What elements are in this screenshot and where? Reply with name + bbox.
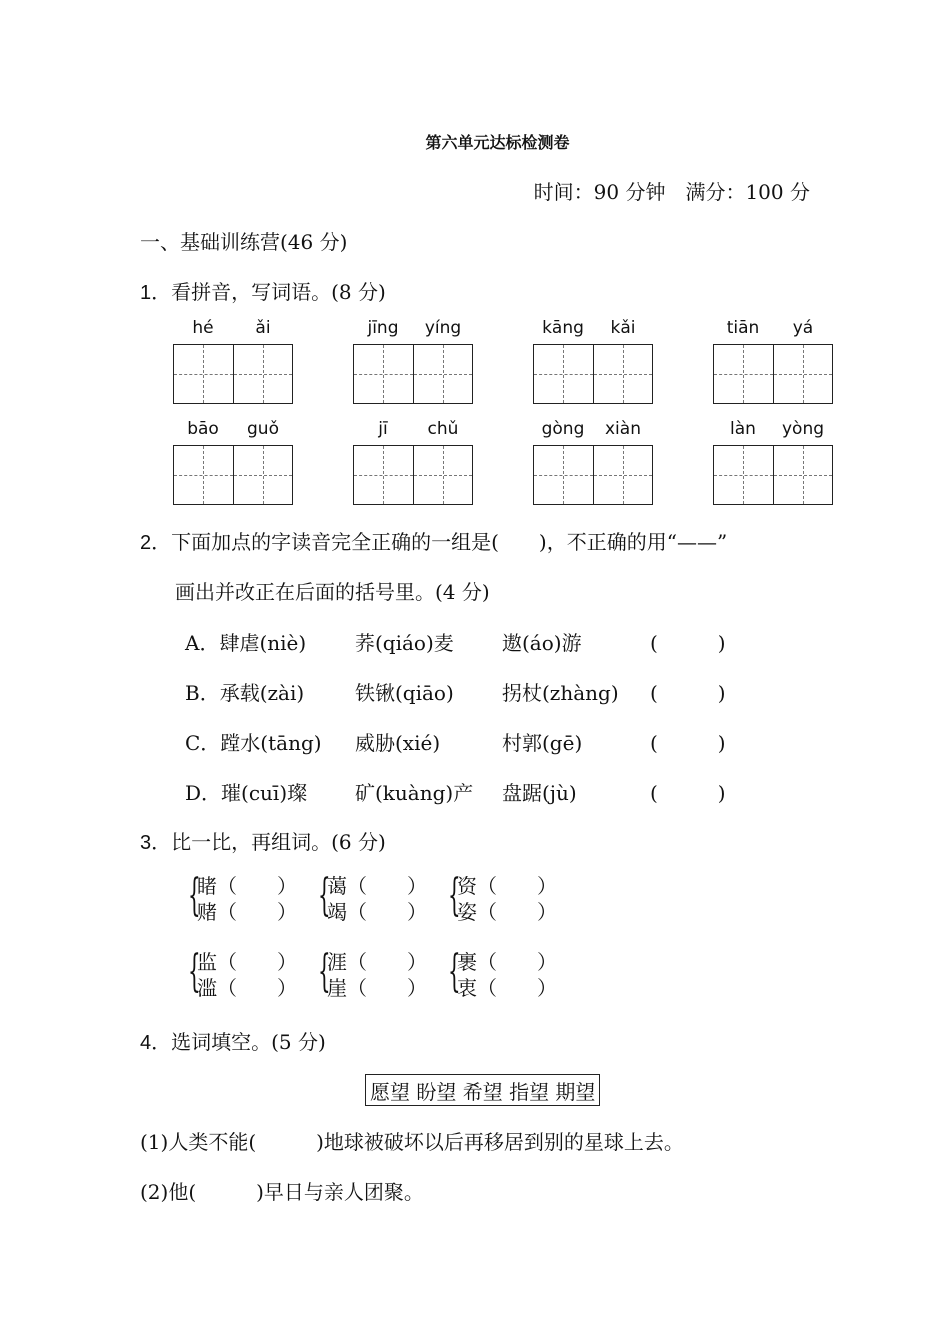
question-prompt-line1: 下面加点的字读音完全正确的一组是( )，不正确的用“——” [171, 530, 728, 554]
grid-cell[interactable] [174, 446, 233, 504]
question-number: 4． [140, 1032, 172, 1054]
writing-grid[interactable] [713, 344, 833, 404]
writing-grid[interactable] [173, 344, 293, 404]
option-word-3: 盘踞(jù) [502, 781, 577, 805]
pinyin-label: xiàn [605, 419, 641, 439]
fill-sentence-2[interactable]: (2)他( )早日与亲人团聚。 [140, 1180, 424, 1204]
pinyin-label: chǔ [427, 419, 459, 439]
question-number: 2． [140, 532, 172, 554]
question-3 [140, 826, 386, 855]
option-word-2: 铁锹(qiāo) [355, 681, 454, 705]
brace-icon: { [448, 946, 461, 997]
pinyin-label: yá [792, 318, 814, 338]
grid-cell[interactable] [773, 345, 832, 403]
writing-grid[interactable] [533, 344, 653, 404]
pinyin-label: jīng [367, 318, 399, 338]
writing-grid[interactable] [173, 445, 293, 505]
grid-cell[interactable] [714, 446, 773, 504]
compare-word[interactable]: 涯（ ） [327, 950, 427, 974]
pinyin-label: làn [730, 419, 756, 439]
answer-blank[interactable]: ( ) [650, 781, 726, 805]
question-1 [140, 276, 386, 305]
writing-grid[interactable] [353, 445, 473, 505]
page-title: 第六单元达标检测卷 [425, 133, 570, 152]
grid-cell[interactable] [534, 446, 593, 504]
compare-word[interactable]: 睹（ ） [197, 874, 297, 898]
grid-cell[interactable] [233, 446, 292, 504]
answer-blank[interactable]: ( ) [650, 731, 726, 755]
grid-cell[interactable] [354, 345, 413, 403]
pinyin-label: gòng [541, 419, 585, 439]
question-prompt: 比一比，再组词。(6 分) [171, 830, 386, 854]
question-prompt: 看拼音，写词语。(8 分) [171, 280, 386, 304]
word-bank: 愿望 盼望 希望 指望 期望 [365, 1074, 600, 1106]
question-4 [140, 1026, 326, 1055]
question-number: 3． [140, 832, 172, 854]
option-word-3: 遨(áo)游 [502, 631, 582, 655]
brace-icon: { [448, 870, 461, 921]
option-word-2: 威胁(xié) [355, 731, 441, 755]
pinyin-label: yíng [424, 318, 462, 338]
option-word-1: D．璀(cuī)璨 [185, 781, 308, 805]
pinyin-label: hé [192, 318, 214, 338]
exam-meta: 时间：90 分钟 满分：100 分 [533, 180, 810, 204]
option-word-2: 矿(kuàng)产 [355, 781, 474, 805]
brace-icon: { [318, 946, 331, 997]
grid-cell[interactable] [413, 345, 472, 403]
option-word-2: 荞(qiáo)麦 [355, 631, 454, 655]
compare-word[interactable]: 赌（ ） [197, 900, 297, 924]
compare-word[interactable]: 监（ ） [197, 950, 297, 974]
grid-cell[interactable] [354, 446, 413, 504]
grid-cell[interactable] [534, 345, 593, 403]
compare-word[interactable]: 崖（ ） [327, 976, 427, 1000]
compare-word[interactable]: 衷（ ） [457, 976, 557, 1000]
writing-grid[interactable] [713, 445, 833, 505]
pinyin-label: tiān [726, 318, 760, 338]
compare-word[interactable]: 竭（ ） [327, 900, 427, 924]
pinyin-label: yòng [781, 419, 825, 439]
question-2 [140, 526, 727, 555]
brace-icon: { [188, 946, 201, 997]
compare-word[interactable]: 蔼（ ） [327, 874, 427, 898]
pinyin-label: kāng [542, 318, 584, 338]
option-word-3: 拐杖(zhàng) [502, 681, 619, 705]
question-number: 1． [140, 282, 172, 304]
writing-grid[interactable] [353, 344, 473, 404]
grid-cell[interactable] [593, 446, 652, 504]
compare-word[interactable]: 姿（ ） [457, 900, 557, 924]
option-word-1: A．肆虐(niè) [185, 631, 307, 655]
question-prompt-line2: 画出并改正在后面的括号里。(4 分) [175, 580, 490, 604]
grid-cell[interactable] [233, 345, 292, 403]
fill-sentence-1[interactable]: (1)人类不能( )地球被破坏以后再移居到别的星球上去。 [140, 1130, 684, 1154]
pinyin-label: guǒ [247, 419, 279, 439]
grid-cell[interactable] [174, 345, 233, 403]
brace-icon: { [318, 870, 331, 921]
pinyin-label: ǎi [255, 318, 271, 338]
answer-blank[interactable]: ( ) [650, 681, 726, 705]
writing-grid[interactable] [533, 445, 653, 505]
pinyin-label: bāo [187, 419, 219, 439]
grid-cell[interactable] [714, 345, 773, 403]
compare-word[interactable]: 滥（ ） [197, 976, 297, 1000]
grid-cell[interactable] [773, 446, 832, 504]
option-word-1: B．承载(zài) [185, 681, 305, 705]
question-prompt: 选词填空。(5 分) [171, 1030, 326, 1054]
section-heading: 一、基础训练营(46 分) [140, 230, 348, 254]
answer-blank[interactable]: ( ) [650, 631, 726, 655]
brace-icon: { [188, 870, 201, 921]
pinyin-label: jī [378, 419, 388, 439]
compare-word[interactable]: 裹（ ） [457, 950, 557, 974]
option-word-3: 村郭(gē) [502, 731, 583, 755]
grid-cell[interactable] [593, 345, 652, 403]
compare-word[interactable]: 资（ ） [457, 874, 557, 898]
option-word-1: C．蹚水(tāng) [185, 731, 322, 755]
pinyin-label: kǎi [610, 318, 636, 338]
grid-cell[interactable] [413, 446, 472, 504]
